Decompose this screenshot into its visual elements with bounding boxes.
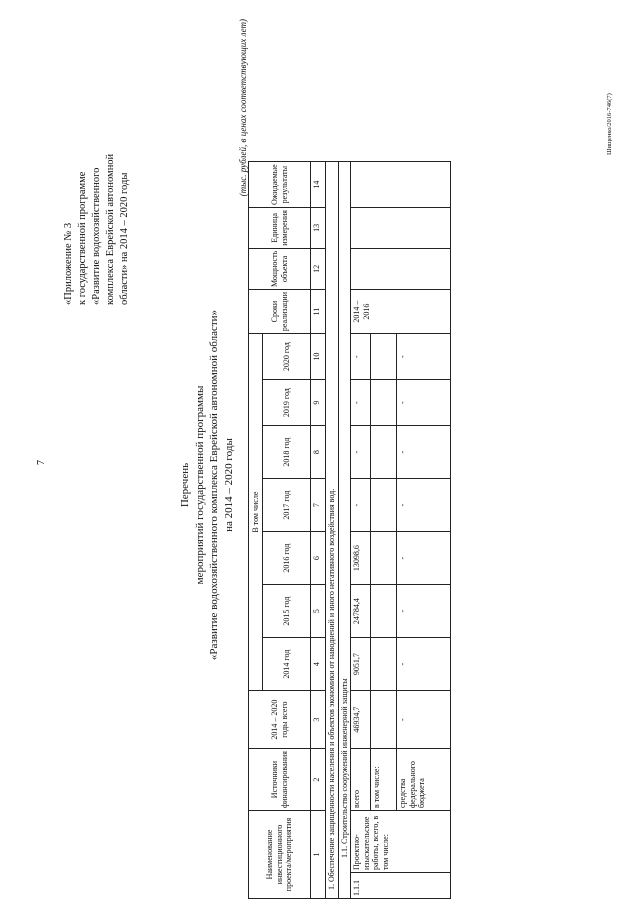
subsection-heading: 1.1. Строительство сооружений инженерной защиты [338,162,351,899]
value-cell [371,638,397,691]
column-number: 2 [311,749,326,811]
header-year: 2020 год [263,334,311,380]
terms-cell: 2014 – 2016 [351,290,451,334]
column-number: 1 [311,811,326,899]
title-line: мероприятий государственной программы [193,385,206,585]
column-number: 12 [311,248,326,289]
value-cell: 24784,4 [351,585,371,638]
header-year: 2014 год [263,638,311,691]
header-year: 2018 год [263,426,311,479]
header-including: В том числе [249,334,263,691]
title-line: Перечень [179,462,191,508]
item-name: Проектно-изыскательские работы, всего, в том числе: [351,811,451,873]
column-number: 13 [311,208,326,249]
source-cell: в том числе: [371,749,397,811]
result-cell [351,162,451,208]
column-number: 9 [311,380,326,426]
value-cell [371,532,397,585]
column-number: 11 [311,290,326,334]
value-cell [371,334,397,380]
header-terms: Сроки реализации [249,290,311,334]
value-cell [371,479,397,532]
appendix-line: «Приложение № 3 [63,222,74,305]
measures-table [248,161,451,899]
value-cell: - [351,334,371,380]
value-cell [371,691,397,749]
header-source: Источники финансирования [249,749,311,811]
column-number: 14 [311,162,326,208]
header-year: 2017 год [263,479,311,532]
column-number: 7 [311,479,326,532]
item-code: 1.1.1 [351,873,451,899]
value-cell: - [351,426,371,479]
value-cell: 46934,7 [351,691,371,749]
value-cell: - [351,479,371,532]
header-total: 2014 – 2020 годы всего [249,691,311,749]
header-year: 2019 год [263,380,311,426]
column-number: 8 [311,426,326,479]
header-result: Ожидаемые результаты [249,162,311,208]
value-cell: - [397,585,451,638]
section-heading: 1. Обеспечение защищенности населения и объектов экономики от наводнений и иного негативного воздействия вод. [326,162,339,899]
unit-cell [351,208,451,249]
document-title [178,265,236,705]
value-cell: - [397,334,451,380]
header-year: 2016 год [263,532,311,585]
value-cell [371,585,397,638]
units-note: (тыс. рублей, в ценах соответствующих лет) [238,19,248,197]
value-cell [371,380,397,426]
value-cell: 9051,7 [351,638,371,691]
header-year: 2015 год [263,585,311,638]
page-number: 7 [36,460,47,465]
document-stamp: Шищенко/2016-746(7) [606,93,613,155]
value-cell: 13098,6 [351,532,371,585]
value-cell: - [397,426,451,479]
column-number: 5 [311,585,326,638]
header-capacity: Мощность объекта [249,248,311,289]
value-cell: - [397,691,451,749]
title-line: «Развитие водохозяйственного комплекса Еврейской автономной области» [208,309,221,661]
column-number: 10 [311,334,326,380]
appendix-line: области» на 2014 – 2020 годы [118,172,130,305]
column-number: 3 [311,691,326,749]
value-cell: - [351,380,371,426]
value-cell: - [397,638,451,691]
value-cell [371,426,397,479]
value-cell: - [397,532,451,585]
appendix-line: «Развитие водохозяйственного [90,167,102,305]
appendix-line: к государственной программе [76,171,88,305]
title-line: на 2014 – 2020 годы [222,438,235,532]
column-number: 6 [311,532,326,585]
value-cell: - [397,380,451,426]
appendix-header [62,25,132,305]
header-name: Наименование инвестиционного проекта/мероприятия [249,811,311,899]
header-unit: Единица измерения [249,208,311,249]
value-cell: - [397,479,451,532]
source-cell: всего [351,749,371,811]
appendix-line: комплекса Еврейской автономной [104,153,116,305]
column-number: 4 [311,638,326,691]
capacity-cell [351,248,451,289]
column-numbers-row [311,162,326,899]
source-cell: средства федерального бюджета [397,749,451,811]
